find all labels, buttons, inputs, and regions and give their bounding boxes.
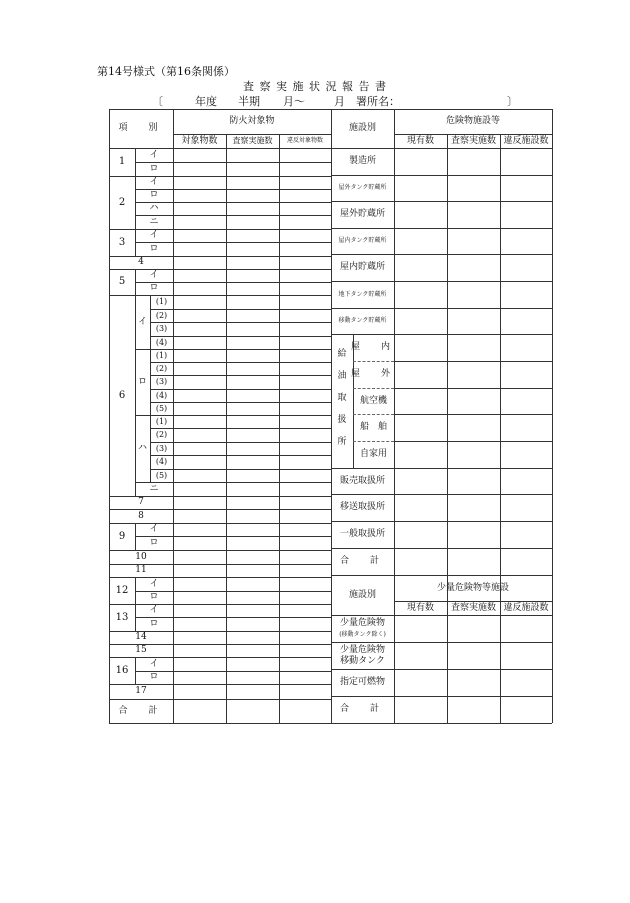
grid-line-h xyxy=(173,523,331,524)
item-number: 15 xyxy=(135,645,147,655)
item-number: 5 xyxy=(118,276,126,287)
grid-line-h xyxy=(331,615,552,616)
sub-item-label: イ xyxy=(149,524,159,534)
document-title: 査 察 実 施 状 況 報 告 書 xyxy=(243,80,387,93)
sub-item-label: ロ xyxy=(137,376,147,387)
period-half: 半期 xyxy=(238,95,260,108)
facility-label: 移動タンク貯蔵所 xyxy=(338,317,387,324)
grid-line-h xyxy=(173,482,331,483)
grid-line-h xyxy=(173,469,331,470)
grid-line-h xyxy=(173,189,331,190)
grid-line-h xyxy=(394,414,552,415)
grid-line-h xyxy=(173,644,331,645)
hazard-header: 危険物施設等 xyxy=(445,116,500,126)
grid-line-h xyxy=(173,309,331,310)
small-hazard-label: 少量危険物 xyxy=(339,645,385,655)
kyuyu-sub-label: 屋 外 xyxy=(351,369,397,379)
sub-sub-label: (5) xyxy=(155,470,168,480)
kyuyu-sub-label: 屋 内 xyxy=(351,342,397,352)
kyuyu-label: 給 xyxy=(337,348,347,359)
sub-sub-label: (1) xyxy=(155,297,168,306)
item-number: 1 xyxy=(118,156,126,167)
grid-line-h xyxy=(394,361,552,362)
grid-line-h xyxy=(173,336,331,337)
facility-label: 屋外タンク貯蔵所 xyxy=(338,184,387,191)
small-hazard-label: 少量危険物 xyxy=(339,618,385,628)
grid-line-v xyxy=(447,134,448,723)
item-number: 3 xyxy=(118,236,126,248)
facility-label: 地下タンク貯蔵所 xyxy=(338,290,387,298)
sub-sub-label: (2) xyxy=(155,430,168,439)
grid-line-h xyxy=(173,322,331,323)
fire-object-header: 防火対象物 xyxy=(229,116,275,126)
grid-line-h xyxy=(173,671,331,672)
violation-count-header: 違反対象物数 xyxy=(286,137,323,144)
facility-label: 屋外貯蔵所 xyxy=(339,209,385,219)
mobile-tank-label: 移動タンク xyxy=(340,656,385,666)
grid-line-h xyxy=(173,269,331,270)
grid-line-h xyxy=(173,229,331,230)
sub-sub-label: (4) xyxy=(155,390,168,400)
small-hazard-header: 少量危険物等施設 xyxy=(436,582,509,593)
grid-line-h xyxy=(173,202,331,203)
item-number: 6 xyxy=(118,389,126,401)
sub-item-label: ハ xyxy=(149,203,159,213)
period-office: 署所名： xyxy=(356,95,400,108)
sub-item-label: ニ xyxy=(149,216,159,227)
item-header: 項 別 xyxy=(118,123,164,133)
grid-line-h xyxy=(173,242,331,243)
sub-sub-label: (5) xyxy=(155,403,168,413)
facility-label: 屋内タンク貯蔵所 xyxy=(338,237,387,244)
kyuyu-label: 所 xyxy=(337,436,347,447)
sub-item-label: イ xyxy=(149,149,159,160)
item-number: 7 xyxy=(138,497,144,507)
facility-header: 施設別 xyxy=(348,123,376,133)
facility-label: 製造所 xyxy=(348,156,376,166)
inspection-count-header: 査察実施数 xyxy=(450,135,496,146)
grid-line-h xyxy=(173,496,331,497)
sub-item-label: イ xyxy=(149,230,159,240)
target-count-header: 対象物数 xyxy=(181,135,218,146)
inspection-count-header: 査察実施数 xyxy=(232,136,273,145)
grid-line-h xyxy=(173,428,331,429)
left-total-label: 合 計 xyxy=(118,705,164,716)
grid-line-h xyxy=(331,642,552,643)
grid-line-v xyxy=(500,134,501,723)
item-number: 9 xyxy=(118,530,126,542)
facility-label: 屋内貯蔵所 xyxy=(339,262,385,272)
sub-item-label: ロ xyxy=(149,537,159,548)
form-label: 第14号様式（第16条関係） xyxy=(97,65,235,78)
grid-line-h xyxy=(173,162,331,163)
sub-item-label: イ xyxy=(149,177,159,187)
sub-sub-label: (4) xyxy=(155,457,168,466)
grid-line-h xyxy=(173,362,331,363)
sub-item-label: イ xyxy=(149,578,159,589)
item-number: 17 xyxy=(135,686,147,696)
kyuyu-label: 扱 xyxy=(337,414,347,425)
grid-line-h xyxy=(173,375,331,376)
sub-sub-label: (1) xyxy=(155,416,168,426)
period-open: 〔 xyxy=(152,95,163,108)
designated-combustible-label: 指定可燃物 xyxy=(339,677,385,687)
sub-sub-label: (1) xyxy=(155,350,168,360)
grid-line-h xyxy=(173,215,331,216)
grid-line-h xyxy=(173,604,331,605)
item-number: 13 xyxy=(115,611,129,623)
item-number: 4 xyxy=(138,257,144,267)
facility-label: 移送取扱所 xyxy=(339,502,385,512)
grid-line-h xyxy=(173,657,331,658)
sub-item-label: ニ xyxy=(149,483,159,494)
inspection-count-header-2: 査察実施数 xyxy=(450,602,496,613)
grid-line-h xyxy=(173,442,331,443)
grid-line-h xyxy=(173,256,331,257)
period-year: 年度 xyxy=(195,95,217,108)
kyuyu-label: 油 xyxy=(337,370,347,381)
grid-line-h xyxy=(173,402,331,403)
grid-line-h xyxy=(173,564,331,565)
sub-item-label: ロ xyxy=(149,190,159,200)
grid-line-h xyxy=(173,550,331,551)
existing-count-header-2: 現有数 xyxy=(406,602,434,613)
grid-line-h xyxy=(394,388,552,389)
item-number: 8 xyxy=(138,510,144,521)
sub-sub-label: (3) xyxy=(155,324,168,333)
item-number: 14 xyxy=(135,632,147,642)
facility-header-2: 施設別 xyxy=(348,589,376,600)
grid-line-h xyxy=(173,577,331,578)
grid-line-h xyxy=(173,349,331,350)
grid-line-h xyxy=(173,684,331,685)
facility-label: 一般取扱所 xyxy=(339,529,385,539)
right-total-label: 合 計 xyxy=(339,704,385,714)
sub-item-label: イ xyxy=(137,316,147,327)
grid-line-h xyxy=(173,389,331,390)
grid-line-h xyxy=(109,723,552,724)
grid-line-h xyxy=(173,536,331,537)
sub-item-label: ロ xyxy=(149,592,159,602)
sub-sub-label: (3) xyxy=(155,377,168,386)
grid-line-h xyxy=(173,282,331,283)
grid-line-h xyxy=(173,295,331,296)
facility-label: 販売取扱所 xyxy=(339,475,385,486)
period-month-to: 月 xyxy=(334,95,345,108)
grid-line-h xyxy=(173,617,331,618)
grid-line-h xyxy=(173,415,331,416)
item-number: 12 xyxy=(115,584,129,596)
sub-item-label: ロ xyxy=(149,243,159,254)
grid-line-h xyxy=(173,631,331,632)
sub-sub-label: (3) xyxy=(155,443,168,453)
item-number: 10 xyxy=(135,551,147,562)
violation-facility-header-2: 違反施設数 xyxy=(503,602,549,613)
kyuyu-sub-label: 航空機 xyxy=(359,395,387,406)
sub-item-label: ロ xyxy=(149,618,159,629)
item-number: 11 xyxy=(135,565,147,575)
sub-item-label: イ xyxy=(149,270,159,280)
grid-line-h xyxy=(173,509,331,510)
period-month-from: 月～ xyxy=(283,95,305,108)
sub-item-label: イ xyxy=(149,605,159,615)
sub-item-label: ロ xyxy=(149,672,159,682)
item-number: 2 xyxy=(118,196,126,208)
sub-item-label: ロ xyxy=(149,163,159,174)
small-hazard-note: (移動タンク除く) xyxy=(339,630,386,638)
kyuyu-label: 取 xyxy=(337,392,347,403)
grid-line-h xyxy=(173,455,331,456)
sub-sub-label: (4) xyxy=(155,337,168,347)
sub-sub-label: (2) xyxy=(155,310,168,320)
grid-line-h xyxy=(173,176,331,177)
sub-item-label: ハ xyxy=(137,443,147,453)
grid-line-h xyxy=(394,441,552,442)
period-close: 〕 xyxy=(507,95,518,108)
kyuyu-sub-label: 自家用 xyxy=(359,449,387,459)
grid-line-v xyxy=(552,109,553,723)
violation-facility-header: 違反施設数 xyxy=(503,135,549,146)
sub-sub-label: (2) xyxy=(155,363,168,373)
existing-count-header: 現有数 xyxy=(406,135,434,146)
item-number: 16 xyxy=(115,664,129,676)
facility-label: 合 計 xyxy=(339,556,385,566)
sub-item-label: ロ xyxy=(149,283,159,293)
kyuyu-sub-label: 船 舶 xyxy=(359,422,387,432)
grid-line-h xyxy=(173,591,331,592)
sub-item-label: イ xyxy=(149,658,159,669)
